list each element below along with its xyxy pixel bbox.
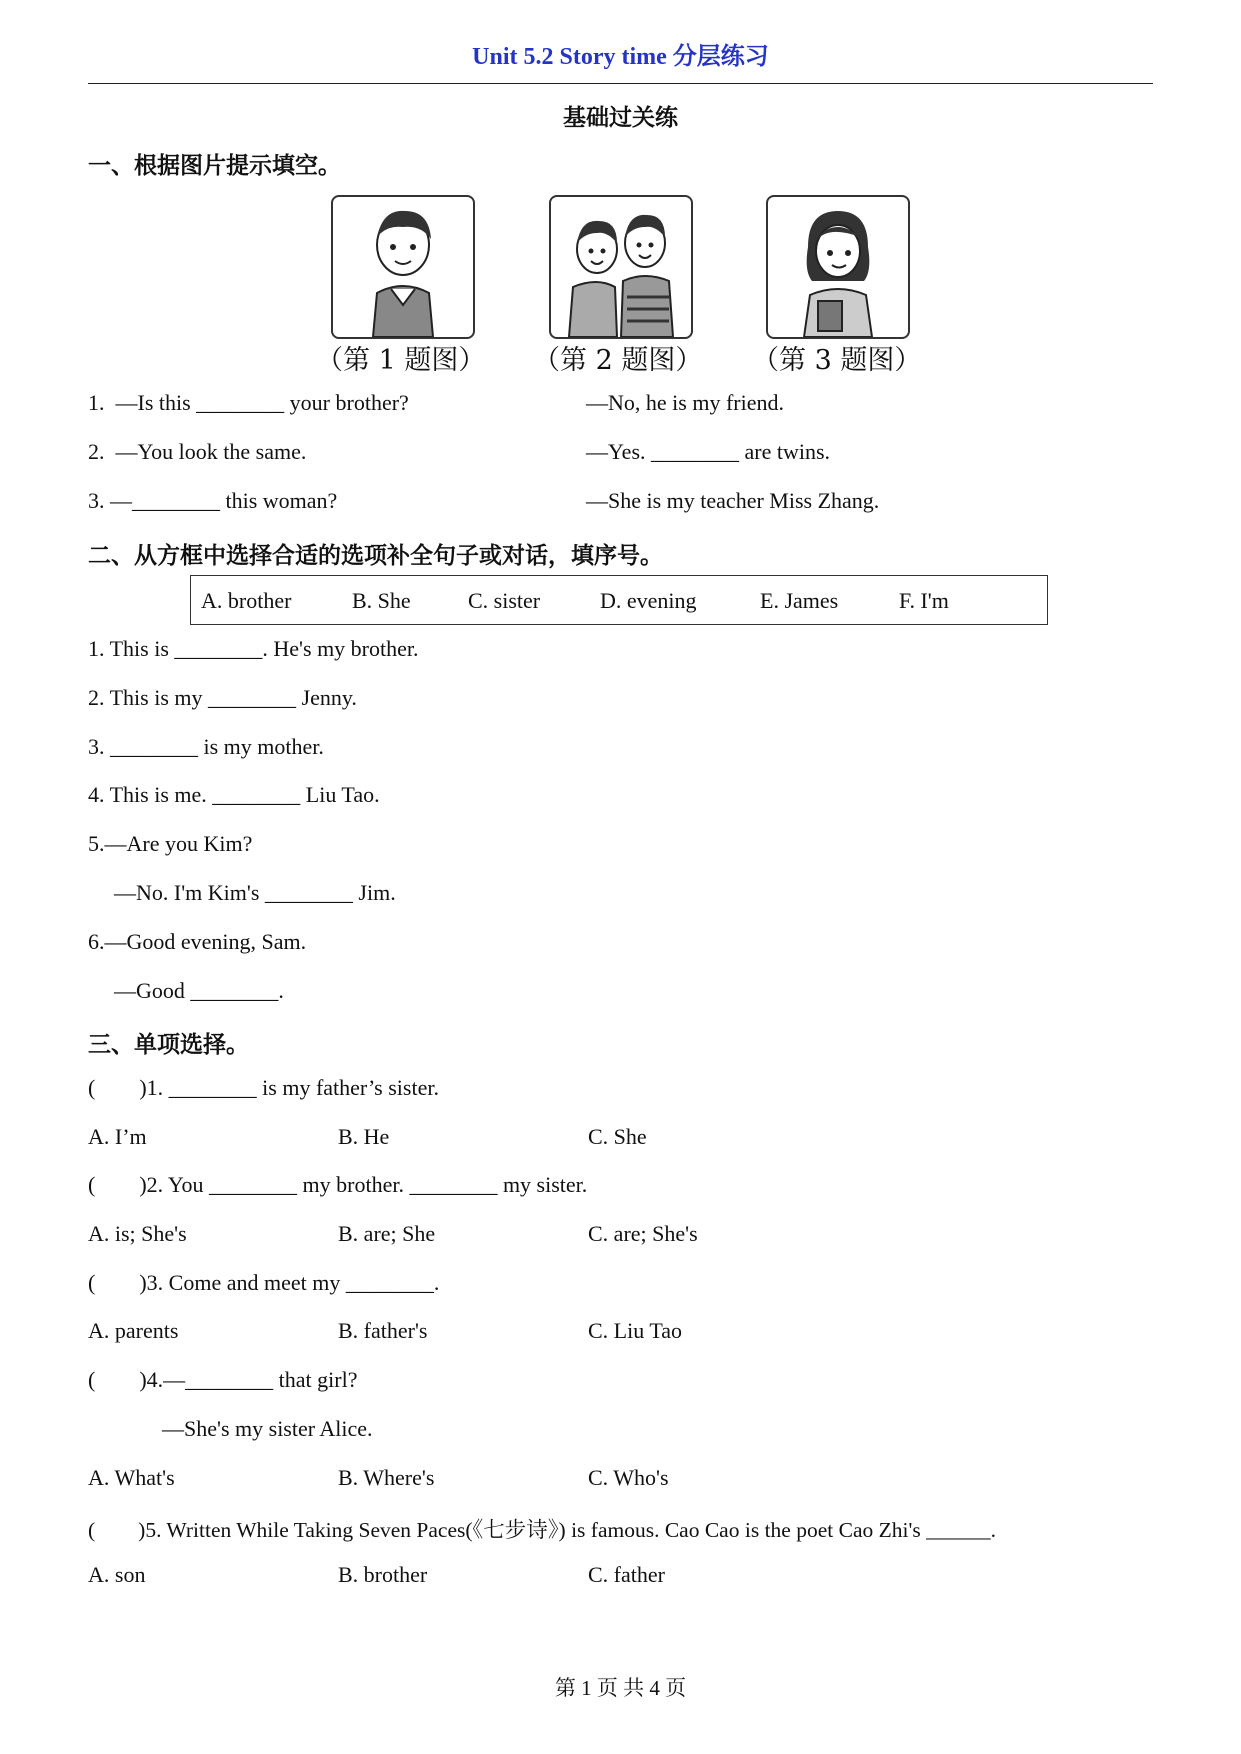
caption-3: （第 3 题图） [752,345,922,376]
s3-q4-choice-b: B. Where's [338,1465,435,1490]
title-divider [88,83,1153,84]
s3-q1-stem: ( )1. ________ is my father’s sister. [88,1075,439,1100]
s2-item-3: 3. ________ is my mother. [88,734,324,759]
page-subtitle: 基础过关练 [563,105,678,131]
s1-a3: —She is my teacher Miss Zhang. [586,488,880,513]
s3-q3-stem: ( )3. Come and meet my ________. [88,1270,440,1295]
s2-item-1: 1. This is ________. He's my brother. [88,636,419,661]
s3-q2-stem: ( )2. You ________ my brother. ________ my sister. [88,1172,588,1197]
s3-q4-stem2: —She's my sister Alice. [162,1416,373,1441]
s1-q3: 3. —________ this woman? [88,488,338,513]
s2-item-5-answer: —No. I'm Kim's ________ Jim. [114,880,396,905]
page-title: Unit 5.2 Story time 分层练习 [472,44,769,70]
s2-item-2: 2. This is my ________ Jenny. [88,685,357,710]
s3-q1-choice-b: B. He [338,1124,390,1149]
option-a: A. brother [201,588,292,613]
s1-a1: —No, he is my friend. [586,390,784,415]
s3-q1-choice-a: A. I’m [88,1124,147,1149]
option-c: C. sister [468,588,541,613]
s2-item-4: 4. This is me. ________ Liu Tao. [88,782,380,807]
twins-icon [549,195,693,339]
s3-q4-choice-a: A. What's [88,1465,175,1490]
caption-2: （第 2 题图） [533,345,703,376]
s3-q4-choice-c: C. Who's [588,1465,669,1490]
options-box [190,575,1048,625]
s3-q2-choice-a: A. is; She's [88,1221,187,1246]
s3-q2-choice-c: C. are; She's [588,1221,698,1246]
s1-a2: —Yes. ________ are twins. [586,439,831,464]
s2-item-6-answer: —Good ________. [114,978,284,1003]
caption-1: （第 1 题图） [316,345,486,376]
s3-q5-stem: ( )5. Written While Taking Seven Paces(《七步诗》) is famous. Cao Cao is the poet Cao Zhi's ______. [88,1518,996,1542]
s3-q5-choice-c: C. father [588,1562,665,1587]
s3-q1-choice-c: C. She [588,1124,647,1149]
section3-heading: 三、单项选择。 [88,1032,249,1058]
s3-q3-choice-a: A. parents [88,1318,179,1343]
s1-q1: 1. —Is this ________ your brother? [88,390,409,415]
s2-item-6: 6.—Good evening, Sam. [88,929,307,954]
s2-item-5: 5.—Are you Kim? [88,831,253,856]
option-b: B. She [352,588,411,613]
option-f: F. I'm [899,588,949,613]
s3-q2-choice-b: B. are; She [338,1221,436,1246]
s3-q4-stem: ( )4.—________ that girl? [88,1367,358,1392]
s3-q3-choice-c: C. Liu Tao [588,1318,682,1343]
section2-heading: 二、从方框中选择合适的选项补全句子或对话，填序号。 [88,543,663,569]
page-footer: 第 1 页 共 4 页 [554,1676,687,1700]
teacher-icon [766,195,910,339]
s3-q3-choice-b: B. father's [338,1318,428,1343]
s1-q2: 2. —You look the same. [88,439,307,464]
s3-q5-choice-a: A. son [88,1562,146,1587]
s3-q5-choice-b: B. brother [338,1562,428,1587]
option-e: E. James [760,588,839,613]
boy-icon [331,195,475,339]
section1-heading: 一、根据图片提示填空。 [88,153,341,179]
option-d: D. evening [600,588,697,613]
